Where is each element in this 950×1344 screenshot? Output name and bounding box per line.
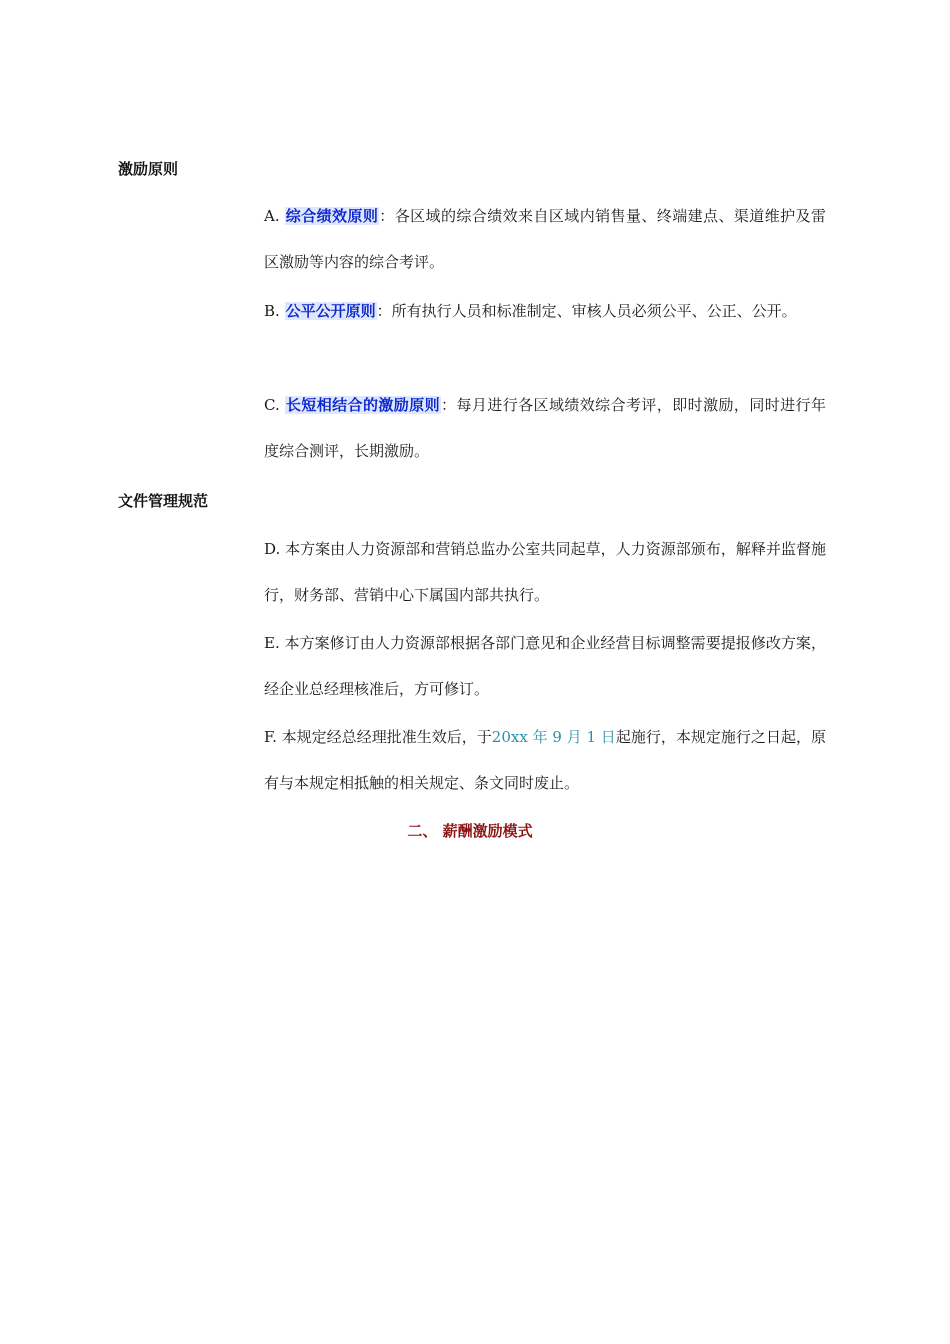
item-text: 每月进行各区域绩效综合考评，即时激励，同时进行年度综合测评，长期激励。 <box>264 396 826 460</box>
item-text-after-date: 起施行，本规定施行之日起，原有与本规定相抵触的相关规定、条文同时废止。 <box>264 728 826 792</box>
item-letter: E. <box>264 634 280 652</box>
item-letter: C. <box>264 396 280 414</box>
item-text: 所有执行人员和标准制定、审核人员必须公平、公正、公开。 <box>391 302 797 320</box>
chapter-title: 二、 薪酬激励模式 <box>407 822 533 840</box>
effective-date: 20xx 年 9 月 1 日 <box>491 728 616 746</box>
highlighted-term: 长短相结合的激励原则 <box>285 396 441 414</box>
item-letter: B. <box>264 302 280 320</box>
item-letter: A. <box>264 207 280 225</box>
item-text: 各区域的综合绩效来自区域内销售量、终端建点、渠道维护及雷区激励等内容的综合考评。 <box>264 207 826 271</box>
highlighted-term: 公平公开原则 <box>285 302 376 320</box>
item-text-before-date: 本规定经总经理批准生效后，于 <box>281 728 492 746</box>
paragraph-item-b <box>264 288 826 334</box>
item-colon: ： <box>441 396 457 414</box>
item-colon: ： <box>379 207 395 225</box>
highlighted-term: 综合绩效原则 <box>285 207 379 225</box>
item-colon: ： <box>376 302 392 320</box>
section-heading-document-management: 文件管理规范 <box>118 492 209 510</box>
paragraph-item-a <box>264 193 826 285</box>
item-text: 本方案由人力资源部和营销总监办公室共同起草，人力资源部颁布，解释并监督施行，财务部、营销中心下属国内部共执行。 <box>264 540 826 604</box>
item-text: 本方案修订由人力资源部根据各部门意见和企业经营目标调整需要提报修改方案，经企业总经理核准后，方可修订。 <box>264 634 826 698</box>
item-letter: F. <box>264 728 277 746</box>
item-letter: D. <box>264 540 281 558</box>
paragraph-item-f <box>264 714 826 806</box>
paragraph-item-c <box>264 382 826 474</box>
paragraph-item-d <box>264 526 826 618</box>
paragraph-item-e <box>264 620 826 712</box>
section-heading-incentive-principles: 激励原则 <box>118 160 179 178</box>
